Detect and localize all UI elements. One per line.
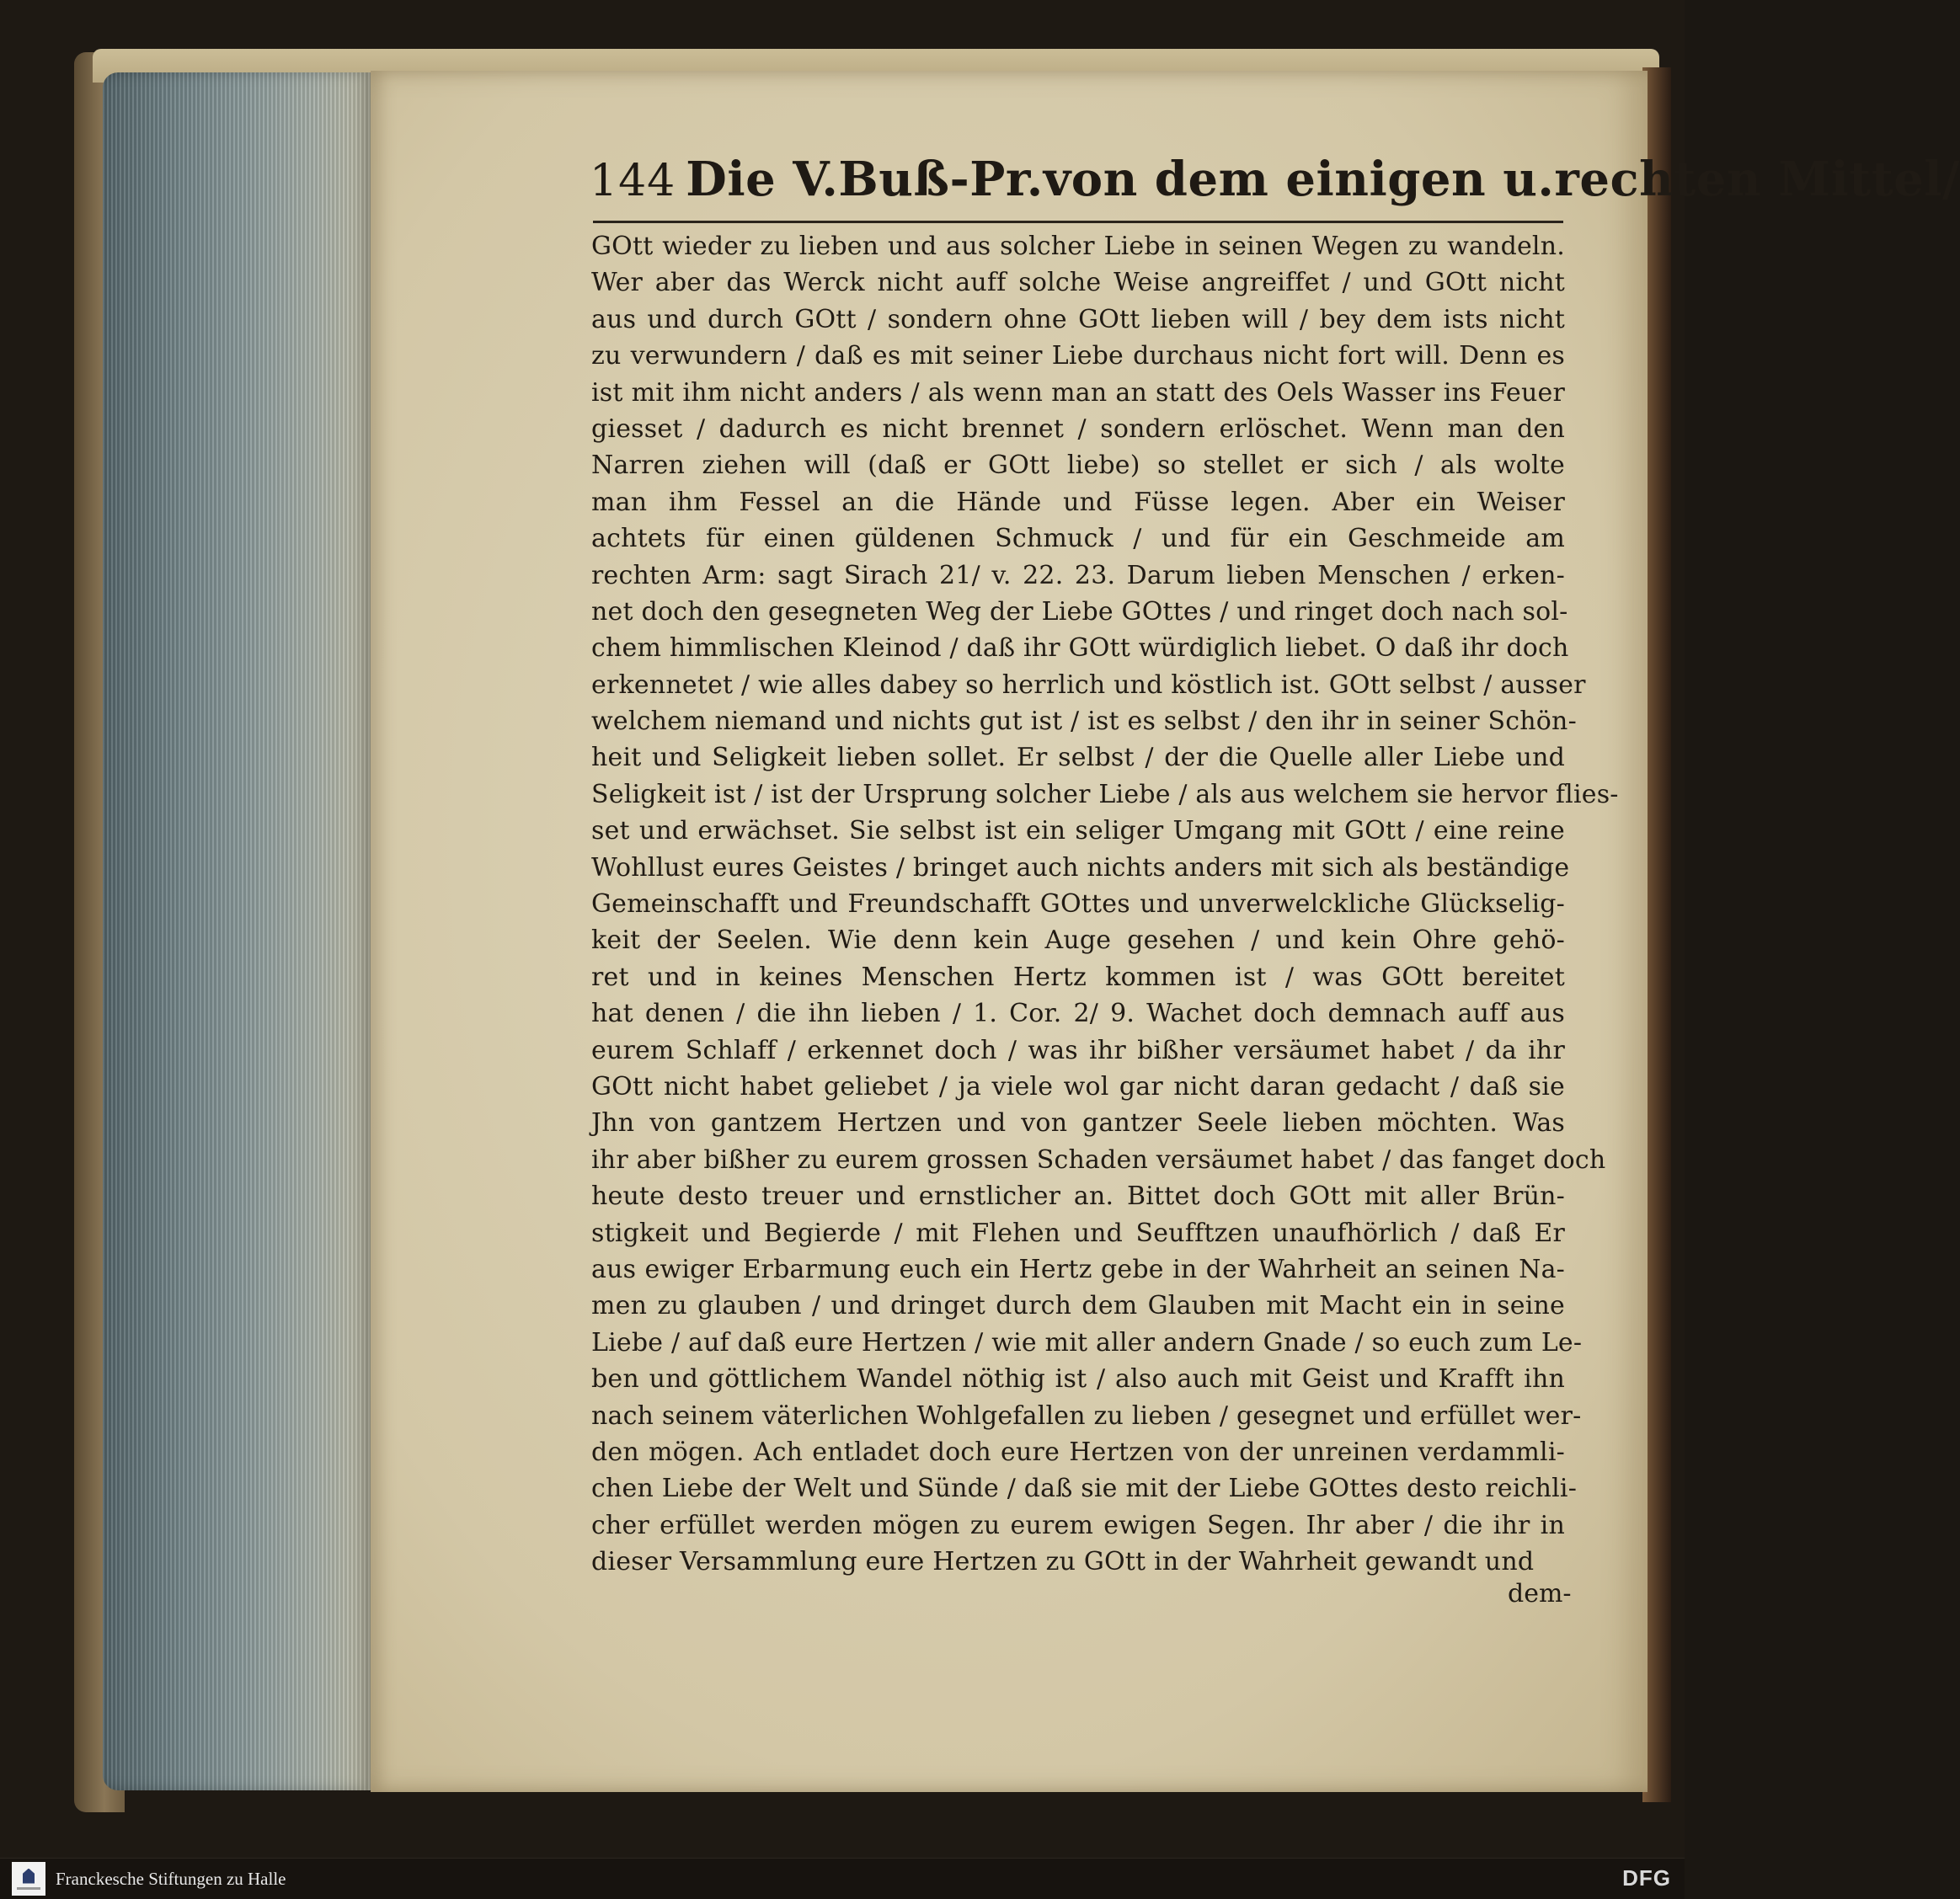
text-line: ret und in keines Menschen Hertz kommen ist / was GOtt bereitet xyxy=(591,962,1565,992)
viewer-footer-bar xyxy=(0,1858,1685,1899)
text-line: cher erfüllet werden mögen zu eurem ewigen Segen. Ihr aber / die ihr in xyxy=(591,1510,1565,1540)
page-number: 144 xyxy=(590,156,676,206)
text-line: aus und durch GOtt / sondern ohne GOtt lieben will / bey dem ists nicht xyxy=(591,304,1565,334)
text-line: set und erwächset. Sie selbst ist ein seliger Umgang mit GOtt / eine reine xyxy=(591,816,1565,846)
text-line: welchem niemand und nichts gut ist / ist es selbst / den ihr in seiner Schön- xyxy=(591,707,1577,737)
text-line: chem himmlischen Kleinod / daß ihr GOtt würdiglich liebet. O daß ihr doch xyxy=(591,633,1569,664)
dfg-logo[interactable]: DFG xyxy=(1622,1865,1671,1891)
running-head: Die V.Buß-Pr.von dem einigen u.rechten Mittel/ xyxy=(686,152,1960,207)
text-line: giesset / dadurch es nicht brennet / sondern erlöschet. Wenn man den xyxy=(591,413,1565,444)
building-icon xyxy=(23,1869,35,1884)
text-line: den mögen. Ach entladet doch eure Hertzen von der unreinen verdammli- xyxy=(591,1437,1565,1467)
text-line: men zu glauben / und dringet durch dem Glauben mit Macht ein in seine xyxy=(591,1291,1565,1321)
text-line: aus ewiger Erbarmung euch ein Hertz gebe in der Wahrheit an seinen Na- xyxy=(591,1254,1565,1284)
text-line: stigkeit und Begierde / mit Flehen und Seufftzen unaufhörlich / daß Er xyxy=(591,1218,1565,1248)
text-line: zu verwundern / daß es mit seiner Liebe durchaus nicht fort will. Denn es xyxy=(591,341,1565,371)
text-line: heit und Seligkeit lieben sollet. Er selbst / der die Quelle aller Liebe und xyxy=(591,743,1565,773)
text-line: nach seinem väterlichen Wohlgefallen zu lieben / gesegnet und erfüllet wer- xyxy=(591,1400,1582,1431)
text-line: Jhn von gantzem Hertzen und von gantzer Seele lieben möchten. Was xyxy=(591,1108,1565,1139)
text-line: Wohllust eures Geistes / bringet auch nichts anders mit sich als beständige xyxy=(591,852,1570,883)
catchword: dem- xyxy=(1508,1579,1572,1608)
book-fore-edge xyxy=(103,72,371,1790)
text-line: rechten Arm: sagt Sirach 21/ v. 22. 23. Darum lieben Menschen / erken- xyxy=(591,560,1565,590)
text-line: Narren ziehen will (daß er GOtt liebe) so stellet er sich / als wolte xyxy=(591,451,1565,481)
text-line: ihr aber bißher zu eurem grossen Schaden versäumet habet / das fanget doch xyxy=(591,1144,1606,1175)
text-line: ist mit ihm nicht anders / als wenn man an statt des Oels Wasser ins Feuer xyxy=(591,377,1565,408)
text-line: Liebe / auf daß eure Hertzen / wie mit aller andern Gnade / so euch zum Le- xyxy=(591,1327,1583,1358)
institution-name[interactable]: Franckesche Stiftungen zu Halle xyxy=(56,1868,286,1889)
text-line: eurem Schlaff / erkennet doch / was ihr bißher versäumet habet / da ihr xyxy=(591,1035,1565,1065)
page-header xyxy=(590,152,1960,227)
institution-logo-icon[interactable] xyxy=(12,1862,45,1896)
text-line: hat denen / die ihn lieben / 1. Cor. 2/ 9. Wachet doch demnach auff aus xyxy=(591,999,1565,1029)
text-line: chen Liebe der Welt und Sünde / daß sie mit der Liebe GOttes desto reichli- xyxy=(591,1474,1578,1504)
text-line: heute desto treuer und ernstlicher an. Bittet doch GOtt mit aller Brün- xyxy=(591,1182,1565,1212)
page-text-body xyxy=(591,228,1619,1580)
text-line: ben und göttlichem Wandel nöthig ist / also auch mit Geist und Krafft ihn xyxy=(591,1364,1565,1395)
text-line: keit der Seelen. Wie denn kein Auge gesehen / und kein Ohre gehö- xyxy=(591,925,1565,956)
text-line: Wer aber das Werck nicht auff solche Weise angreiffet / und GOtt nicht xyxy=(591,268,1565,298)
text-line: erkennetet / wie alles dabey so herrlich und köstlich ist. GOtt selbst / ausser xyxy=(591,669,1586,700)
text-line: Seligkeit ist / ist der Ursprung solcher Liebe / als aus welchem sie hervor flies- xyxy=(591,779,1619,809)
text-line: net doch den gesegneten Weg der Liebe GOttes / und ringet doch nach sol- xyxy=(591,596,1568,627)
logo-wordmark-lines xyxy=(17,1887,40,1890)
text-line: achtets für einen güldenen Schmuck / und für ein Geschmeide am xyxy=(591,524,1565,554)
text-line: GOtt wieder zu lieben und aus solcher Liebe in seinen Wegen zu wandeln. xyxy=(591,232,1565,261)
text-line: dieser Versammlung eure Hertzen zu GOtt in der Wahrheit gewandt und xyxy=(591,1547,1535,1577)
text-line: man ihm Fessel an die Hände und Füsse legen. Aber ein Weiser xyxy=(591,487,1565,517)
text-line: GOtt nicht habet geliebet / ja viele wol gar nicht daran gedacht / daß sie xyxy=(591,1071,1565,1102)
text-line: Gemeinschafft und Freundschafft GOttes und unverwelckliche Glückselig- xyxy=(591,889,1565,920)
header-rule xyxy=(593,221,1563,223)
